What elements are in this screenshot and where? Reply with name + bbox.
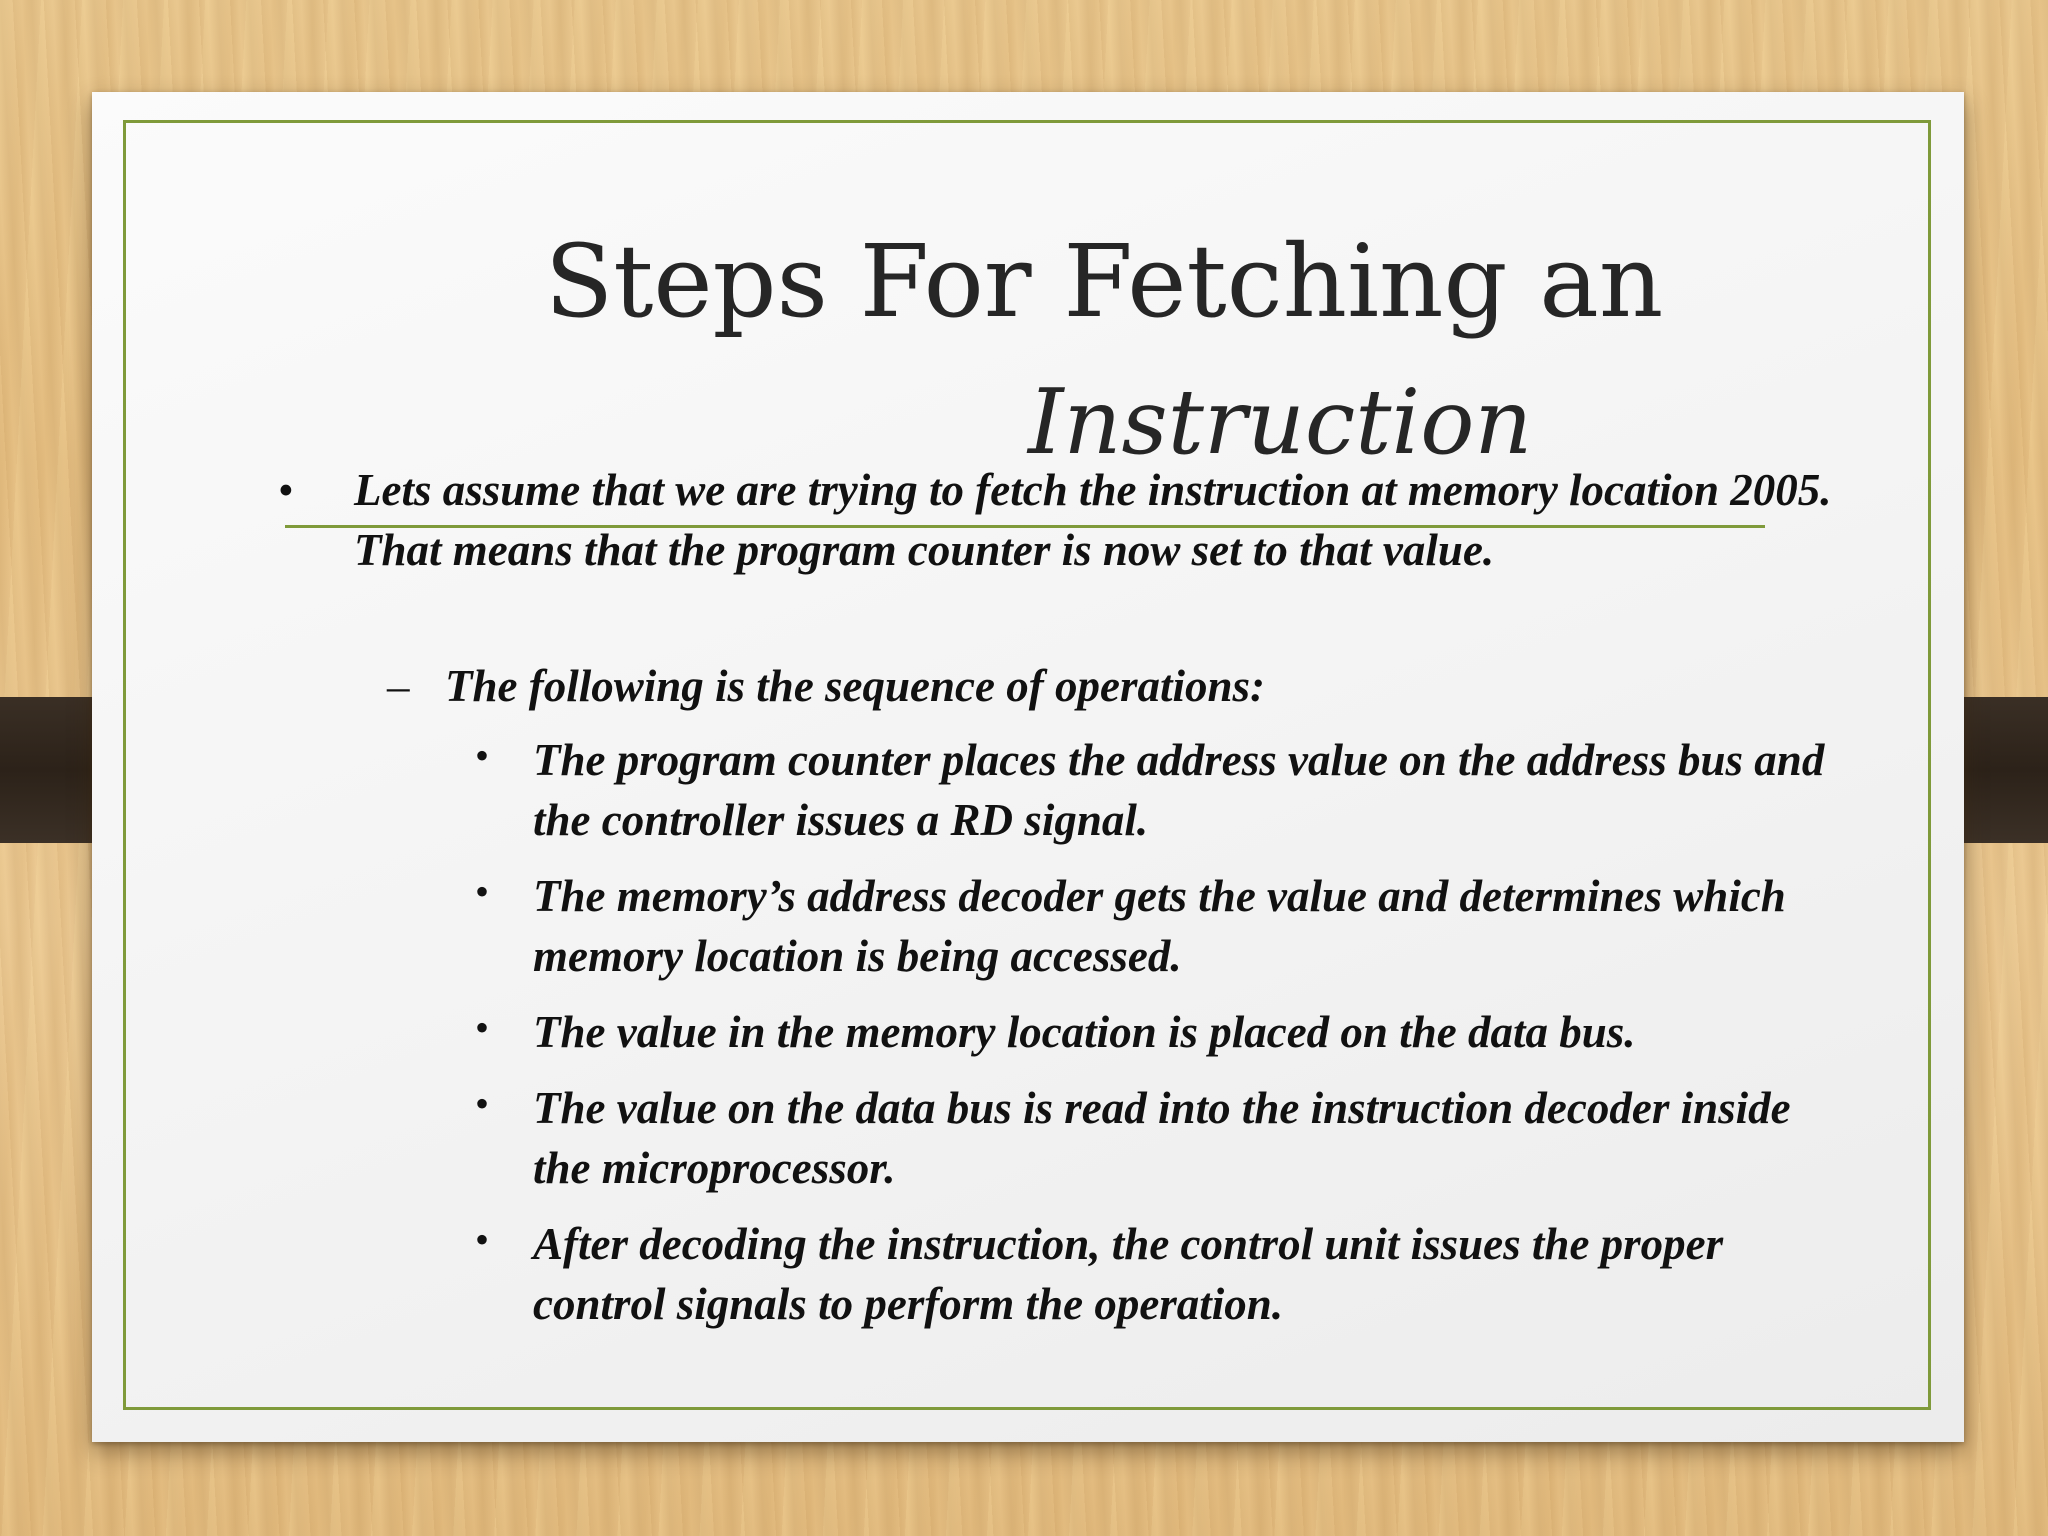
main-point	[278, 460, 1834, 580]
bullet-icon: •	[278, 465, 294, 515]
step-text: The value in the memory location is placed on the data bus.	[533, 1007, 1636, 1057]
step-item	[475, 1214, 1833, 1334]
sub-point-text: The following is the sequence of operations:	[445, 661, 1265, 711]
step-text: The program counter places the address value on the address bus and the controller issues a RD signal.	[533, 735, 1825, 845]
step-item	[475, 866, 1833, 986]
slide-title: Steps For Fetching an	[544, 223, 1664, 340]
bullet-icon: •	[475, 869, 490, 914]
main-point-text: Lets assume that we are trying to fetch the instruction at memory location 2005. That means that the program counter is now set to that value.	[354, 465, 1832, 575]
bullet-icon: •	[475, 1217, 490, 1262]
step-item	[475, 730, 1833, 850]
step-text: After decoding the instruction, the control unit issues the proper control signals to perform the operation.	[533, 1219, 1724, 1329]
step-text: The memory’s address decoder gets the value and determines which memory location is being accessed.	[533, 871, 1786, 981]
slide-title-continuation: Instruction	[1028, 370, 1533, 475]
step-item	[475, 1078, 1833, 1198]
step-text: The value on the data bus is read into the instruction decoder inside the microprocessor.	[533, 1083, 1791, 1193]
step-item	[475, 1002, 1833, 1062]
sub-point	[387, 656, 1845, 716]
dash-icon: –	[387, 661, 410, 711]
bullet-icon: •	[475, 1081, 490, 1126]
bullet-icon: •	[475, 733, 490, 778]
bullet-icon: •	[475, 1005, 490, 1050]
